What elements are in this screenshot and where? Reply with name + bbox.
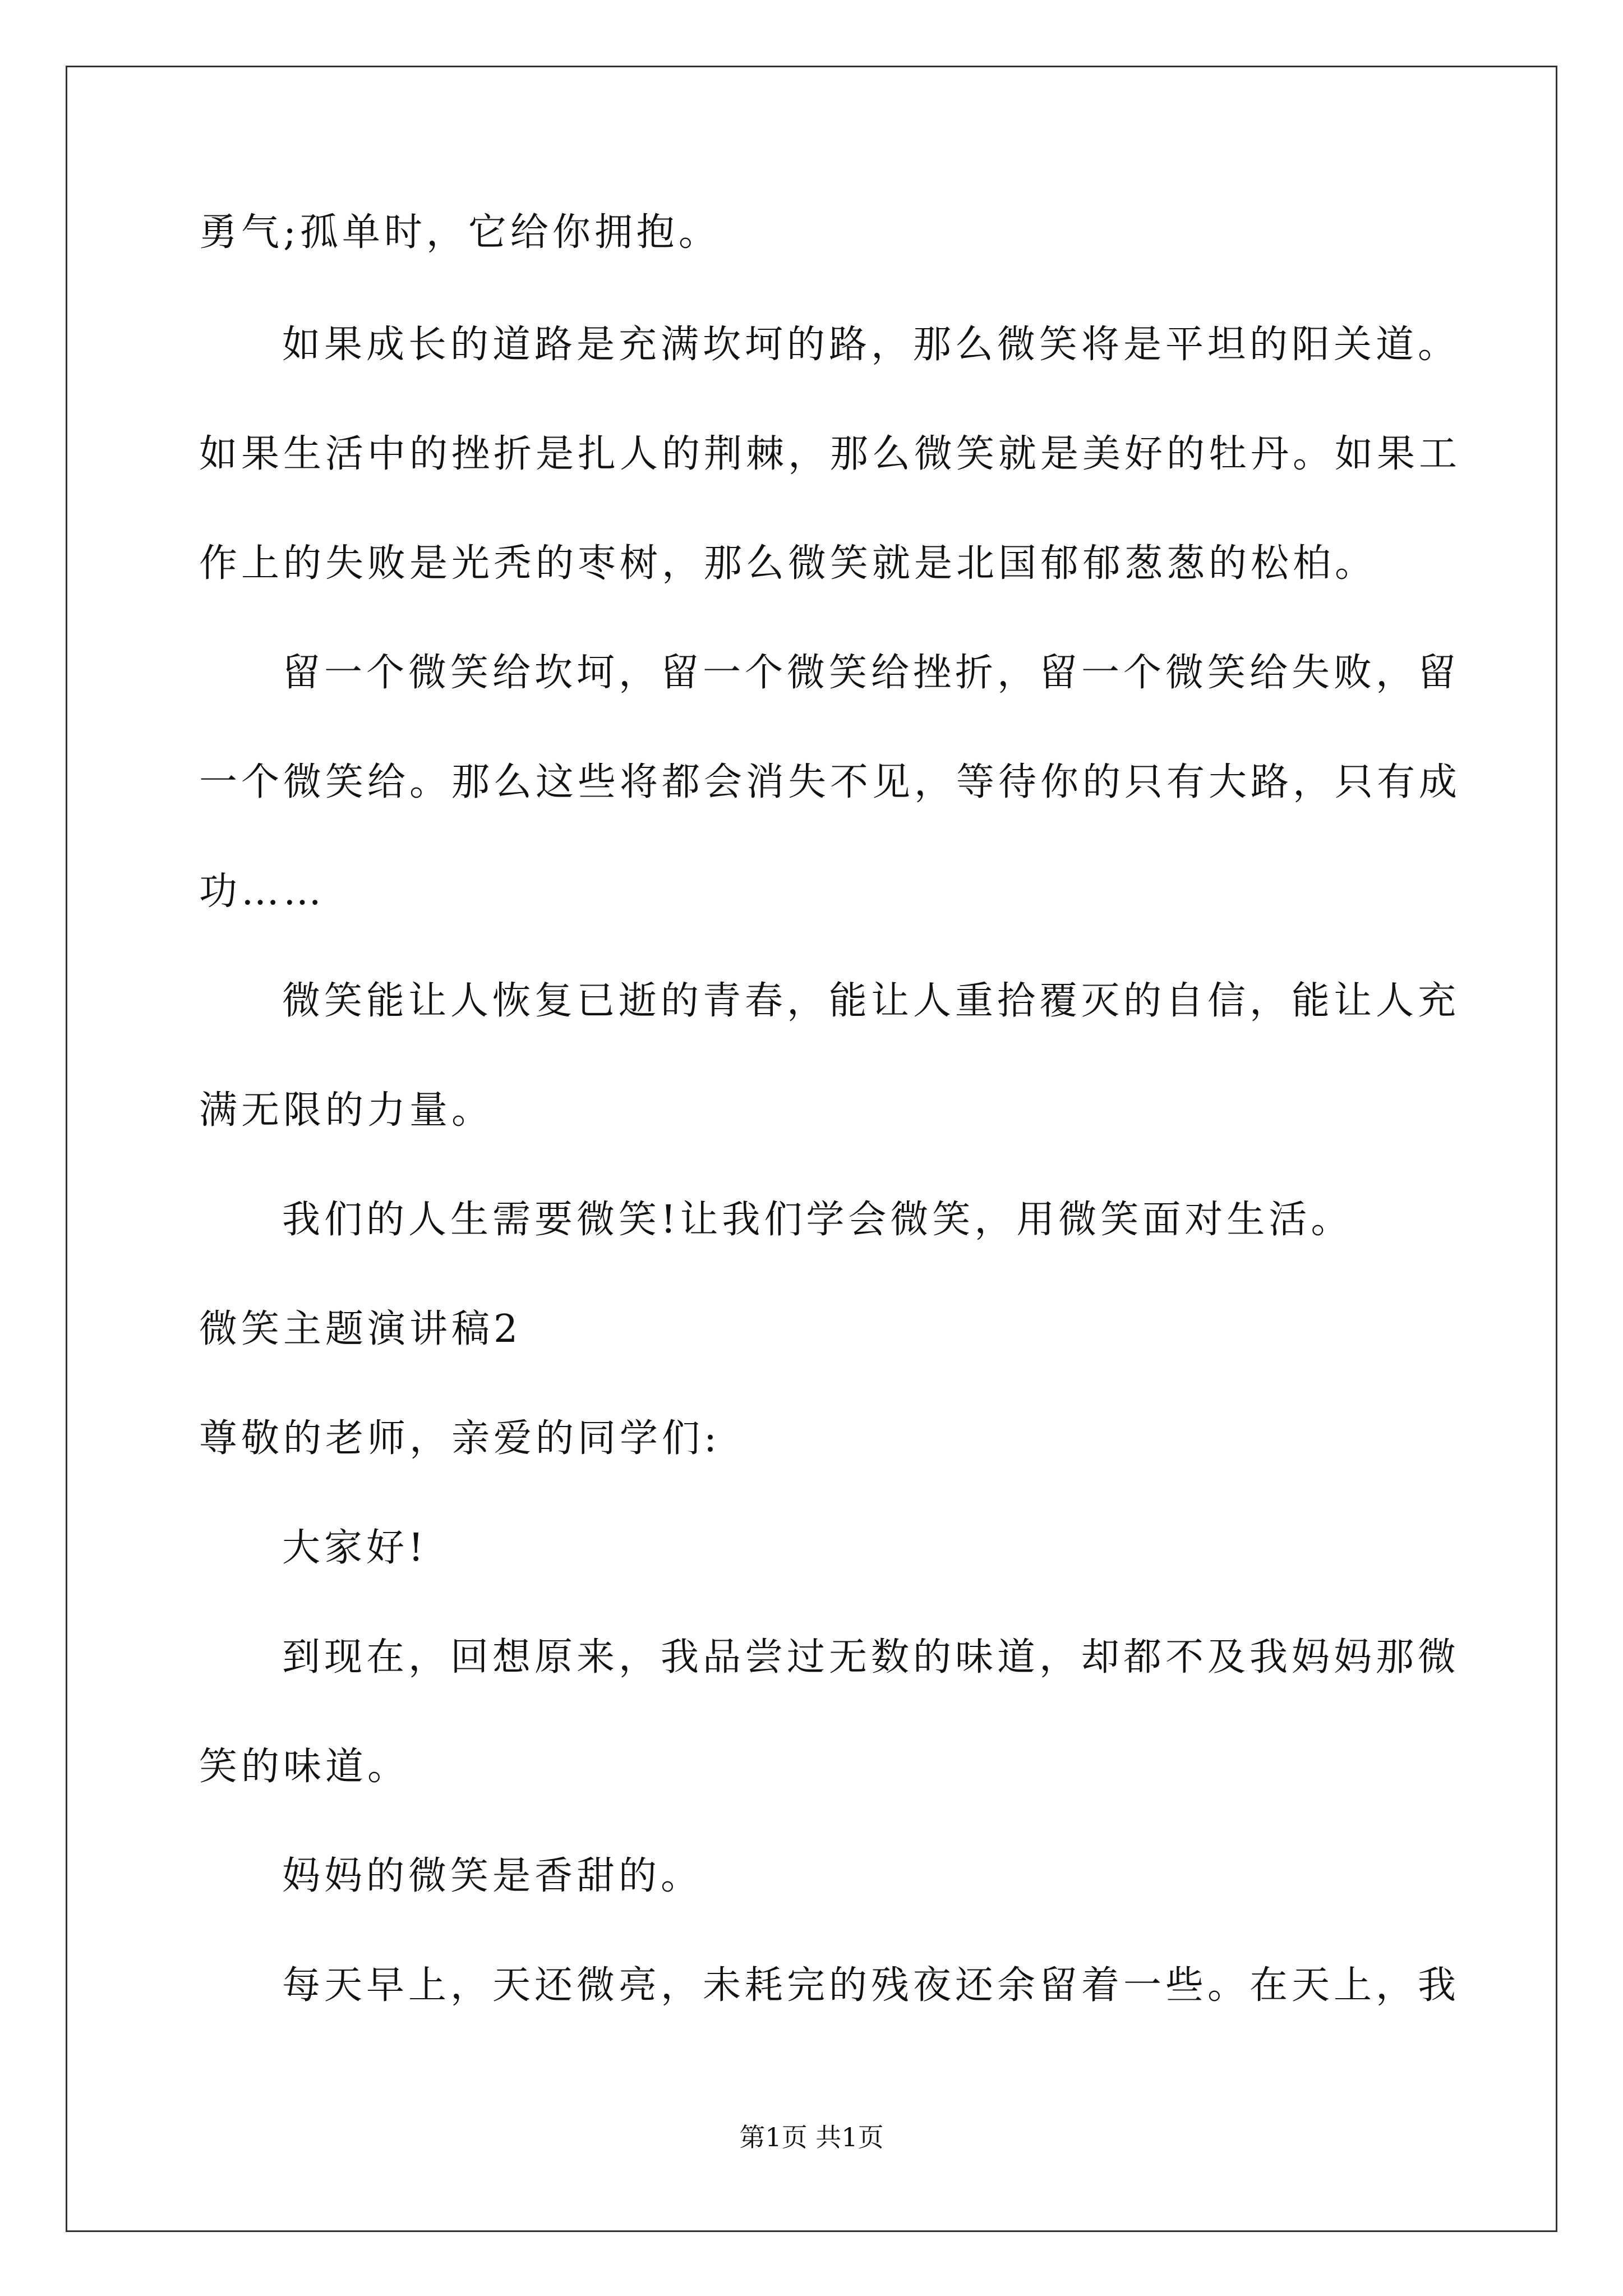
text-line: 一个微笑给。那么这些将都会消失不见，等待你的只有大路，只有成 xyxy=(199,760,1461,804)
section-heading: 微笑主题演讲稿2 xyxy=(199,1307,522,1351)
paragraph-line: 留一个微笑给坎坷，留一个微笑给挫折，留一个微笑给失败，留 xyxy=(282,651,1460,695)
paragraph-line: 如果成长的道路是充满坎坷的路，那么微笑将是平坦的阳关道。 xyxy=(282,323,1460,367)
text-line: 功…… xyxy=(199,869,326,914)
text-line: 作上的失败是光秃的枣树，那么微笑就是北国郁郁葱葱的松柏。 xyxy=(199,541,1377,586)
paragraph-line: 妈妈的微笑是香甜的。 xyxy=(282,1854,703,1898)
page-frame xyxy=(66,66,1557,2232)
paragraph-line: 微笑能让人恢复已逝的青春，能让人重拾覆灭的自信，能让人充 xyxy=(282,979,1460,1023)
paragraph-line: 我们的人生需要微笑!让我们学会微笑，用微笑面对生活。 xyxy=(282,1198,1353,1242)
text-line: 笑的味道。 xyxy=(199,1745,410,1789)
page-footer: 第1页 共1页 xyxy=(739,2122,884,2152)
paragraph-line: 到现在，回想原来，我品尝过无数的味道，却都不及我妈妈那微 xyxy=(282,1635,1460,1680)
salutation: 尊敬的老师，亲爱的同学们: xyxy=(199,1416,721,1461)
text-line: 满无限的力量。 xyxy=(199,1088,494,1133)
greeting: 大家好! xyxy=(282,1526,428,1570)
text-line: 如果生活中的挫折是扎人的荆棘，那么微笑就是美好的牡丹。如果工 xyxy=(199,432,1461,476)
paragraph-line: 每天早上，天还微亮，未耗完的残夜还余留着一些。在天上，我 xyxy=(282,1963,1460,2008)
text-line: 勇气;孤单时，它给你拥抱。 xyxy=(199,210,721,255)
